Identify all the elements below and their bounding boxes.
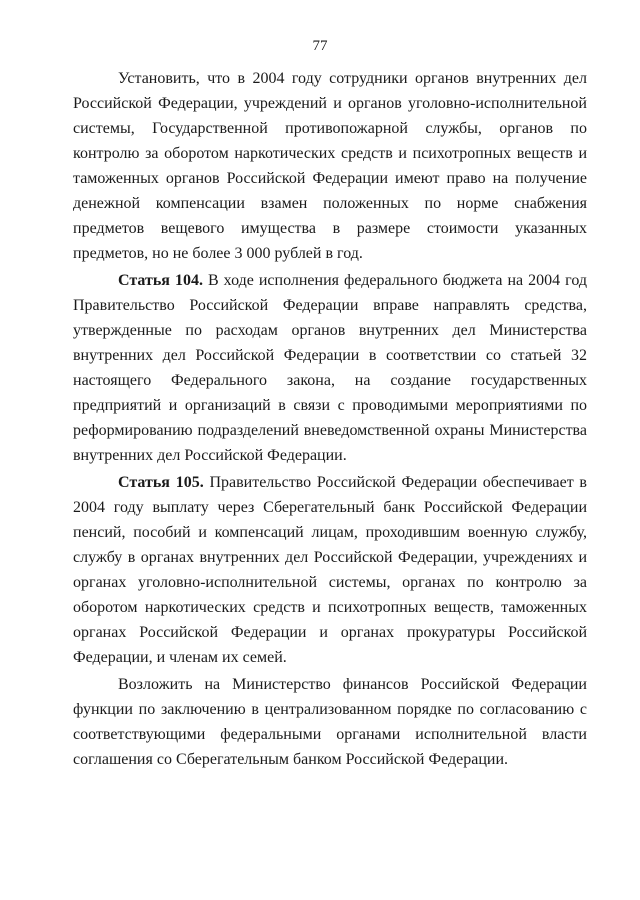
- paragraph-text: Возложить на Министерство финансов Российской Федерации функции по заключению в централизованном порядке по согласованию с соответствующими федеральными органами исполнительной власти соглашения со Сберегательным банком Российской Федерации.: [73, 676, 587, 768]
- paragraph-article-105: [73, 470, 587, 670]
- paragraph-ministry-finance: [73, 672, 587, 772]
- paragraph-compensation: [73, 66, 587, 266]
- page-number: 77: [312, 38, 328, 54]
- paragraph-text: В ходе исполнения федерального бюджета на 2004 год Правительство Российской Федерации вправе направлять средства, утвержденные по расходам органов внутренних дел Министерства внутренних дел Российской Федерации в соответствии со статьей 32 настоящего Федерального закона, на создание государственных предприятий и организаций в связи с проводимыми мероприятиями по реформированию подразделений вневедомственной охраны Министерства внутренних дел Российской Федерации.: [73, 272, 588, 464]
- article-heading: Статья 104.: [118, 272, 203, 289]
- paragraph-article-104: [73, 268, 587, 468]
- article-heading: Статья 105.: [118, 474, 204, 491]
- paragraph-text: Установить, что в 2004 году сотрудники органов внутренних дел Российской Федерации, учреждений и органов уголовно-исполнительной системы, Государственной противопожарной службы, органов по контролю за оборотом наркотических средств и психотропных веществ и таможенных органов Российской Федерации имеют право на получение денежной компенсации взамен положенных по норме снабжения предметов вещевого имущества в размере стоимости указанных предметов, но не более 3 000 рублей в год.: [73, 70, 587, 262]
- paragraph-text: Правительство Российской Федерации обеспечивает в 2004 году выплату через Сберегательный банк Российской Федерации пенсий, пособий и компенсаций лицам, проходившим военную службу, службу в органах внутренних дел Российской Федерации, учреждениях и органах уголовно-исполнительной системы, органах по контролю за оборотом наркотических средств и психотропных веществ, таможенных органах Российской Федерации и органах прокуратуры Российской Федерации, и членам их семей.: [73, 474, 587, 666]
- document-body: [73, 66, 587, 772]
